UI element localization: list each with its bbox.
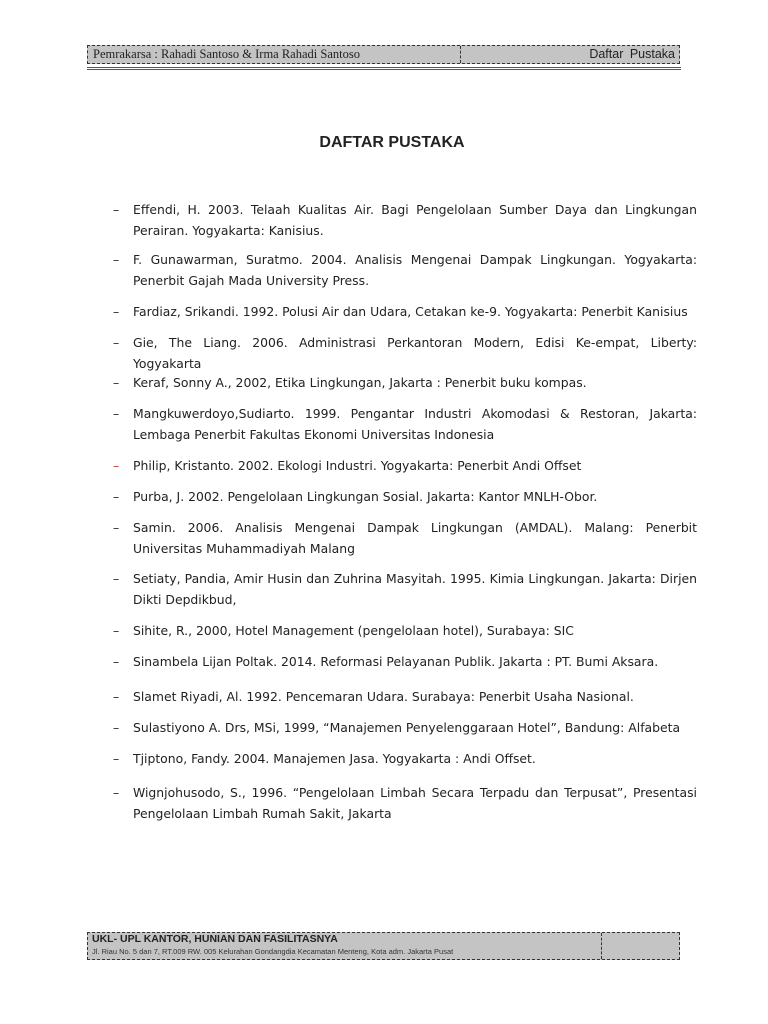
header-section: Daftar Pustaka bbox=[589, 47, 675, 61]
bibliography-entry bbox=[113, 621, 697, 642]
bibliography-entry bbox=[113, 569, 697, 610]
header-divider bbox=[87, 67, 681, 68]
bibliography-entry bbox=[113, 518, 697, 559]
entry-text: Sulastiyono A. Drs, MSi, 1999, “Manajemen Penyelenggaraan Hotel”, Bandung: Alfabeta bbox=[133, 720, 681, 735]
entry-text: Mangkuwerdoyo,Sudiarto. 1999. Pengantar Industri Akomodasi & Restoran, Jakarta: Lembaga Penerbit Fakultas Ekonomi Universitas Indonesia bbox=[133, 406, 697, 442]
page-header bbox=[87, 45, 680, 64]
bibliography-entry bbox=[113, 718, 697, 739]
bibliography-entry bbox=[113, 652, 697, 673]
page-title: DAFTAR PUSTAKA bbox=[319, 134, 465, 151]
list-bullet: – bbox=[113, 375, 120, 390]
list-bullet: – bbox=[113, 406, 120, 421]
bibliography-entry bbox=[113, 302, 697, 323]
entry-text: Sinambela Lijan Poltak. 2014. Reformasi Pelayanan Publik. Jakarta : PT. Bumi Aksara. bbox=[133, 654, 659, 669]
list-bullet: – bbox=[113, 520, 120, 535]
footer-title: UKL- UPL KANTOR, HUNIAN DAN FASILITASNYA bbox=[92, 933, 338, 945]
bibliography-entry bbox=[113, 404, 697, 445]
entry-text: Effendi, H. 2003. Telaah Kualitas Air. Bagi Pengelolaan Sumber Daya dan Lingkungan Perairan. Yogyakarta: Kanisius. bbox=[133, 202, 697, 238]
page-footer bbox=[87, 932, 680, 960]
list-bullet: – bbox=[113, 720, 120, 735]
bibliography-entry bbox=[113, 456, 697, 477]
list-bullet: – bbox=[113, 689, 120, 704]
entry-text: Slamet Riyadi, Al. 1992. Pencemaran Udara. Surabaya: Penerbit Usaha Nasional. bbox=[133, 689, 634, 704]
entry-text: Purba, J. 2002. Pengelolaan Lingkungan Sosial. Jakarta: Kantor MNLH-Obor. bbox=[133, 489, 598, 504]
list-bullet: – bbox=[113, 304, 120, 319]
list-bullet: – bbox=[113, 458, 120, 473]
entry-text: Sihite, R., 2000, Hotel Management (pengelolaan hotel), Surabaya: SIC bbox=[133, 623, 574, 638]
bibliography-entry bbox=[113, 687, 697, 708]
entry-text: Samin. 2006. Analisis Mengenai Dampak Lingkungan (AMDAL). Malang: Penerbit Universitas Muhammadiyah Malang bbox=[133, 520, 697, 556]
entry-text: Philip, Kristanto. 2002. Ekologi Industri. Yogyakarta: Penerbit Andi Offset bbox=[133, 458, 582, 473]
entry-text: Gie, The Liang. 2006. Administrasi Perkantoran Modern, Edisi Ke-empat, Liberty: Yogyakarta bbox=[133, 335, 697, 371]
entry-text: Fardiaz, Srikandi. 1992. Polusi Air dan Udara, Cetakan ke-9. Yogyakarta: Penerbit Kanisius bbox=[133, 304, 688, 319]
list-bullet: – bbox=[113, 202, 120, 217]
list-bullet: – bbox=[113, 785, 120, 800]
bibliography-entry bbox=[113, 487, 697, 508]
entry-text: Tjiptono, Fandy. 2004. Manajemen Jasa. Yogyakarta : Andi Offset. bbox=[133, 751, 536, 766]
list-bullet: – bbox=[113, 751, 120, 766]
entry-text: Setiaty, Pandia, Amir Husin dan Zuhrina Masyitah. 1995. Kimia Lingkungan. Jakarta: Dirjen Dikti Depdikbud, bbox=[133, 571, 697, 607]
list-bullet: – bbox=[113, 571, 120, 586]
bibliography-entry bbox=[113, 783, 697, 824]
bibliography-entry bbox=[113, 250, 697, 291]
entry-text: F. Gunawarman, Suratmo. 2004. Analisis Mengenai Dampak Lingkungan. Yogyakarta: Penerbit Gajah Mada University Press. bbox=[133, 252, 697, 288]
header-divider bbox=[87, 69, 681, 70]
list-bullet: – bbox=[113, 335, 120, 350]
bibliography-entry bbox=[113, 749, 697, 770]
bibliography-entry bbox=[113, 200, 697, 241]
list-bullet: – bbox=[113, 623, 120, 638]
header-proponent: Pemrakarsa : Rahadi Santoso & Irma Rahadi Santoso bbox=[88, 46, 461, 63]
footer-address: Jl. Riau No. 5 dan 7, RT.009 RW. 005 Kelurahan Gondangdia Kecamatan Menteng, Kota adm. Jakarta Pusat bbox=[92, 947, 454, 956]
entry-text: Wignjohusodo, S., 1996. “Pengelolaan Limbah Secara Terpadu dan Terpusat”, Presentasi Pengelolaan Limbah Rumah Sakit, Jakarta bbox=[133, 785, 697, 821]
list-bullet: – bbox=[113, 489, 120, 504]
bibliography-entry bbox=[113, 333, 697, 374]
entry-text: Keraf, Sonny A., 2002, Etika Lingkungan, Jakarta : Penerbit buku kompas. bbox=[133, 375, 587, 390]
list-bullet: – bbox=[113, 654, 120, 669]
list-bullet: – bbox=[113, 252, 120, 267]
bibliography-entry bbox=[113, 373, 697, 394]
